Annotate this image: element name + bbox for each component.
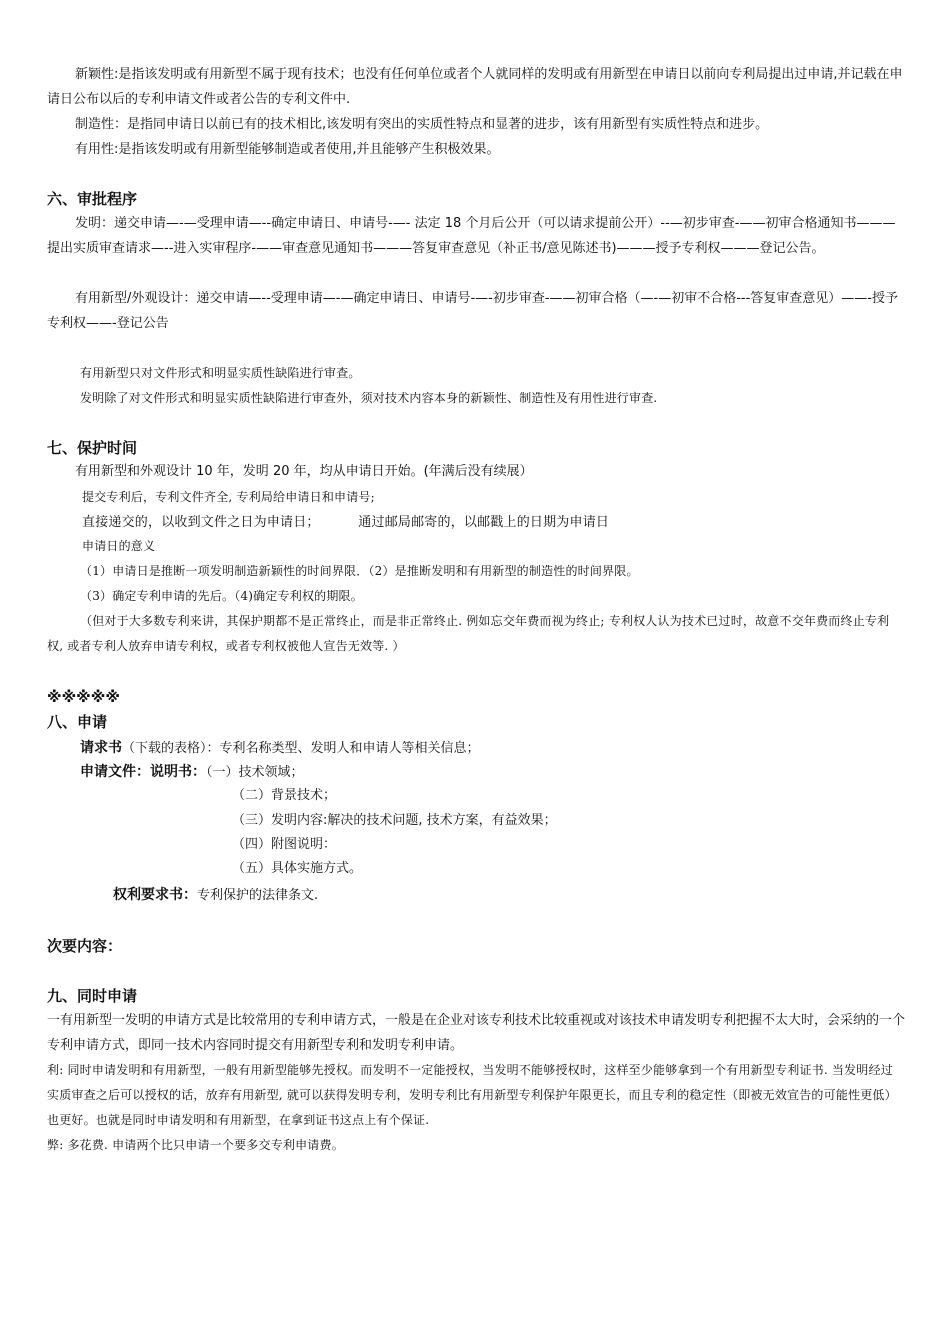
creativity-paragraph: 制造性：是指同申请日以前已有的技术相比,该发明有突出的实质性特点和显著的进步，该有用新型有实质性特点和进步。 [75,117,769,132]
spec-item-3: （三）发明内容:解决的技术问题, 技术方案，有益效果； [232,813,557,828]
disadvantages-paragraph: 弊: 多花费. 申请两个比只申请一个要多交专利申请费。 [47,1138,344,1152]
request-form-row [80,737,480,760]
section-6-heading: 六、审批程序 [47,190,138,208]
section-8-heading: 八、申请 [47,713,108,731]
review-note-utility: 有用新型只对文件形式和明显实质性缺陷进行审查。 [80,366,361,380]
utility-paragraph: 有用性:是指该发明或有用新型能够制造或者使用,并且能够产生积极效果。 [75,142,500,157]
spec-item-1: （一）技术领域； [206,765,304,780]
filing-date-meaning-1-2: （1）申请日是推断一项发明制造新颖性的时间界限．（2）是推断发明和有用新型的制造性的时间界限。 [80,564,639,578]
spec-item-5: （五）具体实施方式。 [232,861,363,876]
application-docs-row [80,761,304,784]
reference-marks: ※※※※※ [47,688,120,706]
invention-procedure: 发明：递交申请—-—受理申请—--确定申请日、申请号-—- 法定 18 个月后公开（可以请求提前公开）--—初步审查-——初审合格通知书———提出实质审查请求—--进入实审程序-——审查意见通知书———答复审查意见（补正书/意见陈述书)———授予专利权———登记公告。 [47,216,896,256]
section-7-heading: 七、保护时间 [47,439,138,457]
request-form-label: 请求书 [80,740,122,756]
claims-label: 权利要求书： [113,887,197,903]
simultaneous-filing-paragraph: 一有用新型一发明的申请方式是比较常用的专利申请方式，一般是在企业对该专利技术比较重视或对该技术申请发明专利把握不太大时，会采纳的一个专利申请方式，即同一技术内容同时提交有用新型专利和发明专利申请。 [47,1013,906,1053]
mail-filing-rule: 通过邮局邮寄的，以邮戳上的日期为申请日 [358,515,610,530]
request-form-text: （下载的表格）：专利名称类型、发明人和申请人等相关信息； [122,741,480,756]
protection-term: 有用新型和外观设计 10 年，发明 20 年，均从申请日开始。(年满后没有续展） [75,464,533,479]
review-note-invention: 发明除了对文件形式和明显实质性缺陷进行审查外，须对技术内容本身的新颖性、制造性及有用性进行审查. [80,391,658,405]
utility-design-procedure: 有用新型/外观设计：递交申请—--受理申请—-—确定申请日、申请号-—-初步审查-——初审合格（—-—初审不合格---答复审查意见）——-授予专利权——-登记公告 [47,291,898,331]
application-docs-label: 申请文件：说明书： [80,764,206,780]
direct-filing-rule: 直接递交的，以收到文件之日为申请日； [82,515,320,530]
spec-item-2: （二）背景技术； [232,788,337,803]
termination-note: （但对于大多数专利来讲，其保护期都不是正常终止，而是非正常终止. 例如忘交年费而视为终止; 专利权人认为技术已过时，故意不交年费而终止专利权, 或者专利人放弃申请专利权，或者专利权被他人宣告无效等. ） [47,614,890,653]
secondary-content-heading: 次要内容： [47,937,123,955]
filing-date-rule-row [82,512,609,534]
claims-row [113,884,318,907]
novelty-paragraph: 新颖性:是指该发明或有用新型不属于现有技术；也没有任何单位或者个人就同样的发明或有用新型在申请日以前向专利局提出过申请,并记载在申请日公布以后的专利申请文件或者公告的专利文件中. [47,67,903,107]
filing-date-meaning-title: 申请日的意义 [82,539,156,553]
advantages-paragraph: 利: 同时申请发明和有用新型，一般有用新型能够先授权。而发明不一定能授权，当发明不能够授权时，这样至少能够拿到一个有用新型专利证书. 当发明经过实质审查之后可以授权的话，放弃有用新型, 就可以获得发明专利，发明专利比有用新型专利保护年限更长，而且专利的稳定性（即被无效宣告的可能性更低）也更好。也就是同时申请发明和有用新型，在拿到证书这点上有个保证. [47,1063,897,1127]
section-9-heading: 九、同时申请 [47,987,138,1005]
filing-date-meaning-3-4: （3）确定专利申请的先后。（4)确定专利权的期限。 [80,589,363,603]
spec-item-4: （四）附图说明： [232,837,337,852]
filing-note: 提交专利后，专利文件齐全, 专利局给申请日和申请号; [82,490,375,504]
claims-text: 专利保护的法律条文. [197,888,319,903]
